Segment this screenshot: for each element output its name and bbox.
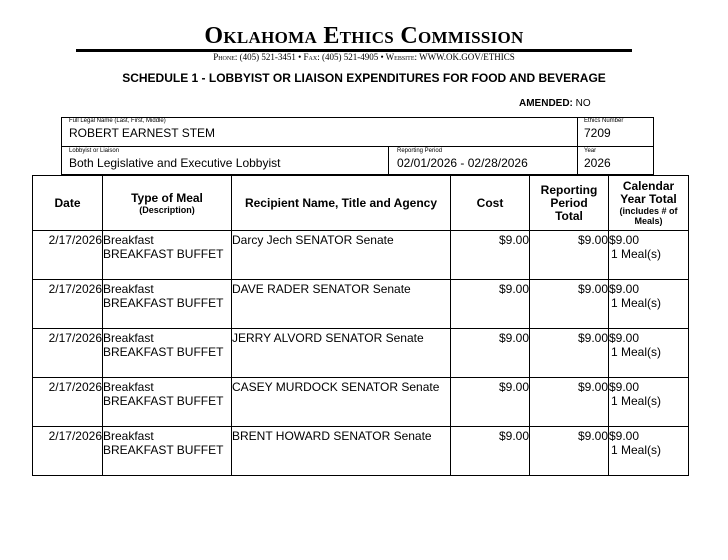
row-cost: $9.00 — [451, 329, 530, 378]
table-header-row — [33, 176, 689, 231]
header-recipient: Recipient Name, Title and Agency — [232, 176, 451, 231]
row-meal: Breakfast BREAKFAST BUFFET — [103, 280, 232, 329]
commission-title: Oklahoma Ethics Commission — [204, 23, 524, 49]
row-recipient: JERRY ALVORD SENATOR Senate — [232, 329, 451, 378]
header-calendar-total: Calendar Year Total (includes # of Meals) — [609, 176, 689, 231]
table-row — [33, 280, 689, 329]
ethics-number-field — [577, 117, 654, 146]
row-date: 2/17/2026 — [33, 427, 103, 476]
year-value: 2026 — [584, 156, 611, 170]
row-period-total: $9.00 — [530, 378, 609, 427]
reporting-period-label: Reporting Period — [397, 148, 443, 154]
row-meal: Breakfast BREAKFAST BUFFET — [103, 427, 232, 476]
reporting-period-field — [388, 146, 578, 175]
header-meal-type: Type of Meal (Description) — [103, 176, 232, 231]
row-year-total: $9.00 1 Meal(s) — [609, 378, 689, 427]
row-cost: $9.00 — [451, 231, 530, 280]
row-recipient: Darcy Jech SENATOR Senate — [232, 231, 451, 280]
ethics-number-label: Ethics Number — [584, 118, 624, 124]
row-recipient: CASEY MURDOCK SENATOR Senate — [232, 378, 451, 427]
row-period-total: $9.00 — [530, 231, 609, 280]
year-field — [577, 146, 654, 175]
table-row — [33, 378, 689, 427]
table-row — [33, 231, 689, 280]
expenditures-table — [32, 175, 689, 476]
row-period-total: $9.00 — [530, 329, 609, 378]
header-cost: Cost — [451, 176, 530, 231]
schedule-title: SCHEDULE 1 - LOBBYIST OR LIAISON EXPENDITURES FOR FOOD AND BEVERAGE — [122, 71, 606, 85]
amended-label: AMENDED: — [519, 98, 573, 109]
row-date: 2/17/2026 — [33, 378, 103, 427]
row-cost: $9.00 — [451, 427, 530, 476]
year-label: Year — [584, 148, 597, 154]
reporting-period-value: 02/01/2026 - 02/28/2026 — [397, 156, 528, 170]
row-cost: $9.00 — [451, 280, 530, 329]
table-row — [33, 329, 689, 378]
row-period-total: $9.00 — [530, 280, 609, 329]
row-recipient: DAVE RADER SENATOR Senate — [232, 280, 451, 329]
row-meal: Breakfast BREAKFAST BUFFET — [103, 329, 232, 378]
header-date: Date — [33, 176, 103, 231]
lobbyist-type-value: Both Legislative and Executive Lobbyist — [69, 156, 281, 170]
lobbyist-type-field — [61, 146, 389, 175]
row-date: 2/17/2026 — [33, 329, 103, 378]
ethics-number-value: 7209 — [584, 126, 611, 140]
name-field — [61, 117, 578, 146]
name-value: ROBERT EARNEST STEM — [69, 126, 216, 140]
lobbyist-type-label: Lobbyist or Liaison — [69, 148, 120, 154]
row-year-total: $9.00 1 Meal(s) — [609, 231, 689, 280]
row-date: 2/17/2026 — [33, 231, 103, 280]
name-label: Full Legal Name (Last, First, Middle) — [69, 118, 166, 124]
header-reporting-total: Reporting Period Total — [530, 176, 609, 231]
row-year-total: $9.00 1 Meal(s) — [609, 280, 689, 329]
contact-line: Phone: (405) 521-3451 • Fax: (405) 521-4905 • Website: WWW.OK.GOV/ETHICS — [213, 52, 515, 62]
table-row — [33, 427, 689, 476]
row-meal: Breakfast BREAKFAST BUFFET — [103, 378, 232, 427]
row-year-total: $9.00 1 Meal(s) — [609, 427, 689, 476]
row-recipient: BRENT HOWARD SENATOR Senate — [232, 427, 451, 476]
row-meal: Breakfast BREAKFAST BUFFET — [103, 231, 232, 280]
amended-value: NO — [575, 98, 591, 109]
row-year-total: $9.00 1 Meal(s) — [609, 329, 689, 378]
row-period-total: $9.00 — [530, 427, 609, 476]
row-date: 2/17/2026 — [33, 280, 103, 329]
amended-status — [519, 98, 591, 110]
row-cost: $9.00 — [451, 378, 530, 427]
